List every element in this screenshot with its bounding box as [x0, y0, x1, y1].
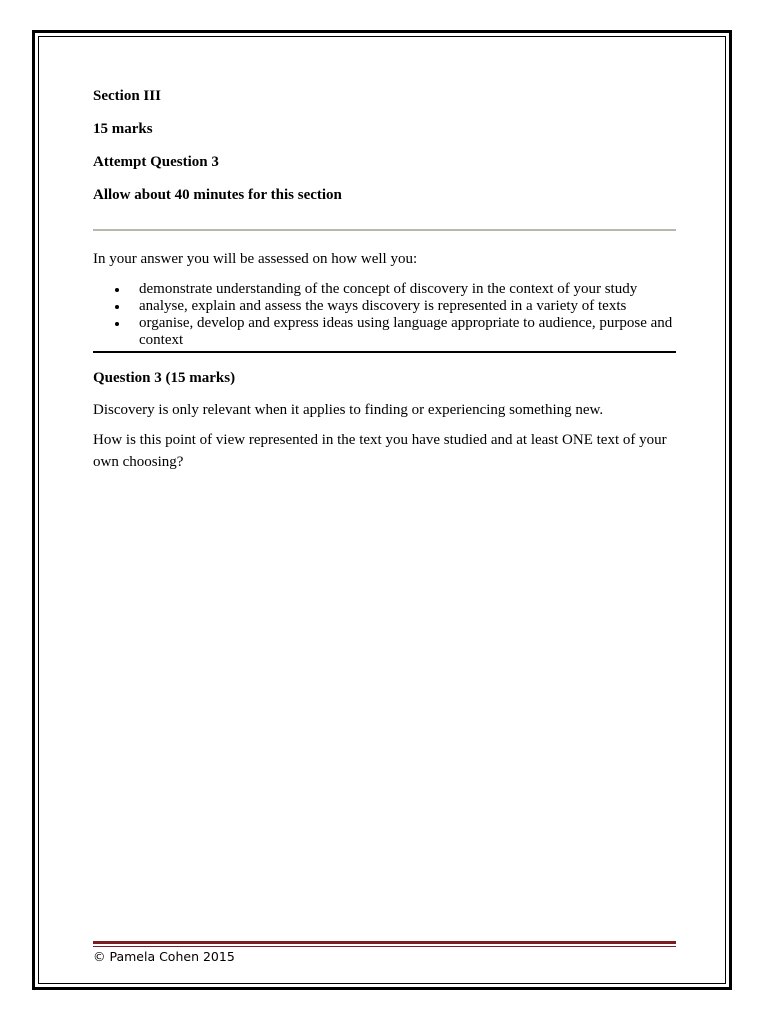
bullet-icon — [115, 322, 119, 326]
question-title: Question 3 (15 marks) — [93, 370, 236, 386]
footer-rule — [93, 941, 676, 944]
criterion-text: demonstrate understanding of the concept of discovery in the context of your study — [139, 281, 638, 297]
question-statement: Discovery is only relevant when it applies to finding or experiencing something new. — [93, 402, 604, 418]
assessment-criteria-list — [93, 281, 676, 353]
list-item — [113, 315, 676, 349]
time-allowance-heading: Allow about 40 minutes for this section — [93, 187, 342, 203]
footer-copyright: © Pamela Cohen 2015 — [93, 949, 235, 964]
section-heading: Section III — [93, 88, 161, 104]
page-content — [93, 86, 676, 481]
bullet-icon — [115, 305, 119, 309]
bullet-icon — [115, 288, 119, 292]
question-prompt: How is this point of view represented in the text you have studied and at least ONE text of your own choosing? — [93, 432, 667, 470]
assessment-intro: In your answer you will be assessed on how well you: — [93, 251, 418, 267]
marks-heading: 15 marks — [93, 121, 153, 137]
footer-rule-thin — [93, 946, 676, 947]
list-item — [113, 281, 676, 298]
criterion-text: analyse, explain and assess the ways discovery is represented in a variety of texts — [139, 298, 627, 314]
criterion-text: organise, develop and express ideas using language appropriate to audience, purpose and context — [139, 315, 673, 348]
section-divider — [93, 229, 676, 231]
attempt-heading: Attempt Question 3 — [93, 154, 219, 170]
list-item — [113, 298, 676, 315]
